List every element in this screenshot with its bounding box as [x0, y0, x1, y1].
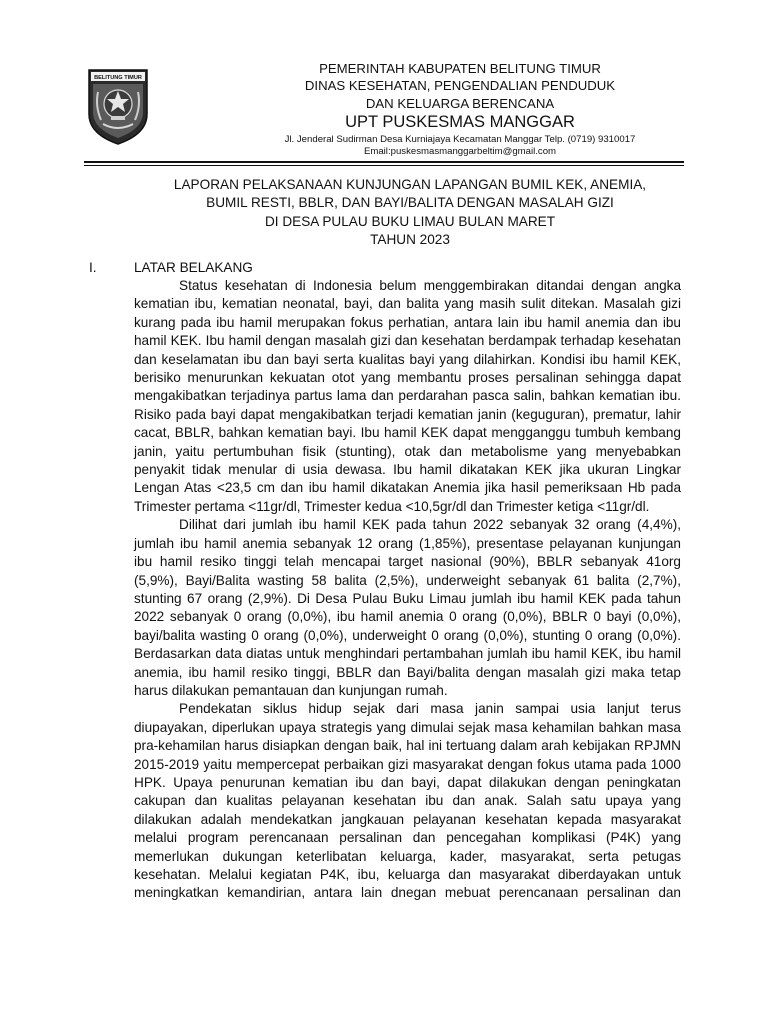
letterhead-department-cont: DAN KELUARGA BERENCANA	[365, 95, 555, 111]
letterhead-divider	[84, 161, 684, 163]
body-text	[134, 277, 681, 921]
letterhead	[150, 60, 768, 158]
paragraph: Pendekatan siklus hidup sejak dari masa janin sampai usia lanjut terus diupayakan, diperlukan upaya strategis yang dimulai sejak masa kehamilan bahkan masa pra-kehamilan harus disiapkan dengan baik, hal ini tertuang dalam arah kebijakan RPJMN 2015-2019 yaitu mempercepat perbaikan gizi masyarakat dengan fokus utama pada 1000 HPK. Upaya penurunan kematian ibu dan bayi, dapat dilakukan dengan peningkatan cakupan dan kualitas pelayanan kesehatan ibu dan anak. Salah satu upaya yang dilakukan adalah mendekatkan jangkauan pelayanan kesehatan kepada masyarakat melalui program perencanaan persalinan dan pencegahan komplikasi (P4K) yang memerlukan dukungan keterlibatan keluarga, kader, masyarakat, serta petugas kesehatan. Melalui kegiatan P4K, ibu, keluarga dan masyarakat diberdayakan untuk meningkatkan kemandirian, antara lain dnegan mebuat perencanaan persalinan dan	[134, 701, 681, 901]
letterhead-address: Jl. Jenderal Sudirman Desa Kurniajaya Kecamatan Manggar Telp. (0719) 9310017	[284, 134, 636, 146]
report-title-line: DI DESA PULAU BUKU LIMAU BULAN MARET	[264, 213, 556, 229]
paragraph: Status kesehatan di Indonesia belum menggembirakan ditandai dengan angka kematian ibu, kematian neonatal, bayi, dan balita yang masih sulit ditekan. Masalah gizi kurang pada ibu hamil merupakan fokus perhatian, antara lain ibu hamil anemia dan ibu hamil KEK. Ibu hamil dengan masalah gizi dan kesehatan berdampak terhadap kesehatan dan keselamatan ibu dan bayi serta kualitas bayi yang dilahirkan. Kondisi ibu hamil KEK, berisiko menurunkan kekuatan otot yang membantu proses persalinan sehingga dapat mengakibatkan terjadinya partus lama dan perdarahan pasca salin, bahkan kematian ibu. Risiko pada bayi dapat mengakibatkan terjadi kematian janin (keguguran), prematur, lahir cacat, BBLR, bahkan kematian bayi. Ibu hamil KEK dapat mengganggu tumbuh kembang janin, yaitu pertumbuhan fisik (stunting), otak dan metabolisme yang menyebabkan penyakit tidak menular di usia dewasa. Ibu hamil dikatakan KEK jika ukuran Lingkar Lengan Atas <23,5 cm dan ibu hamil dikatakan Anemia jika hasil pemeriksaan Hb pada Trimester pertama <11gr/dl, Trimester kedua <10,5gr/dl dan Trimester ketiga <11gr/dl.	[134, 278, 681, 514]
letterhead-government: PEMERINTAH KABUPATEN BELITUNG TIMUR	[319, 61, 601, 76]
report-title-line: LAPORAN PELAKSANAAN KUNJUNGAN LAPANGAN BUMIL KEK, ANEMIA,	[173, 177, 647, 192]
letterhead-divider-thin	[84, 165, 684, 166]
belitung-timur-logo-icon	[85, 66, 151, 146]
section-heading: LATAR BELAKANG	[134, 260, 253, 275]
report-title	[130, 176, 690, 250]
section-number: I.	[89, 260, 97, 275]
letterhead-unit: UPT PUSKESMAS MANGGAR	[345, 113, 575, 132]
report-title-line: BUMIL RESTI, BBLR, DAN BAYI/BALITA DENGAN MASALAH GIZI	[206, 195, 614, 211]
letterhead-email: Email:puskesmasmanggarbeltim@gmail.com	[363, 146, 557, 158]
letterhead-department: DINAS KESEHATAN, PENGENDALIAN PENDUDUK	[304, 78, 616, 94]
paragraph: Dilihat dari jumlah ibu hamil KEK pada tahun 2022 sebanyak 32 orang (4,4%), jumlah ibu hamil anemia sebanyak 12 orang (1,85%), presentase pelayanan kunjungan ibu hamil resiko tinggi telah mencapai target nasional (90%), BBLR sebanyak 41org (5,9%), Bayi/Balita wasting 58 balita (2,5%), underweight sebanyak 61 balita (2,7%), stunting 67 orang (2,9%). Di Desa Pulau Buku Limau jumlah ibu hamil KEK pada tahun 2022 sebanyak 0 orang (0,0%), ibu hamil anemia 0 orang (0,0%), BBLR 0 bayi (0,0%), bayi/balita wasting 0 orang (0,0%), underweight 0 orang (0,0%), stunting 0 orang (0,0%). Berdasarkan data diatas untuk menghindari pertambahan jumlah ibu hamil KEK, ibu hamil anemia, ibu hamil resiko tinggi, BBLR dan Bayi/balita dengan masalah gizi maka tetap harus dilakukan pemantauan dan kunjungan rumah.	[134, 517, 681, 698]
report-title-year: TAHUN 2023	[370, 232, 450, 248]
logo-text: BELITUNG TIMUR	[94, 75, 142, 82]
